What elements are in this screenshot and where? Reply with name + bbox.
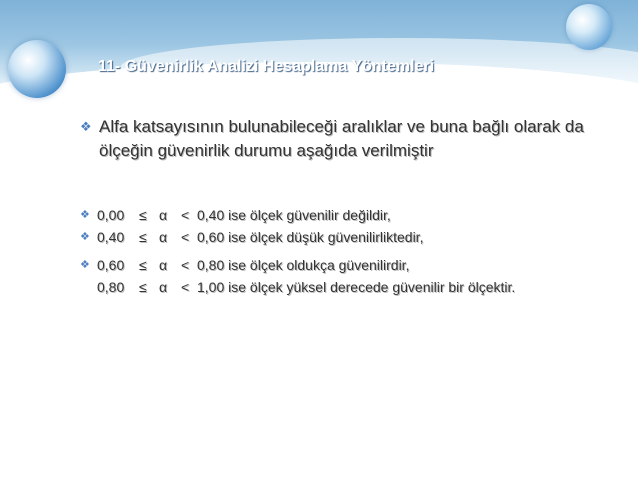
diamond-bullet-icon: ❖ bbox=[80, 231, 90, 243]
range-alpha: α bbox=[159, 279, 168, 295]
range-low: 0,00 bbox=[97, 207, 125, 223]
range-row bbox=[80, 277, 620, 297]
spacer bbox=[80, 247, 620, 255]
slide-content bbox=[80, 115, 620, 297]
diamond-bullet-icon: ❖ bbox=[80, 209, 90, 221]
range-alpha: α bbox=[159, 207, 168, 223]
decorative-orb-icon bbox=[566, 4, 612, 50]
range-description: ise ölçek güvenilir değildir, bbox=[224, 207, 391, 223]
range-high: 0,80 bbox=[197, 257, 225, 273]
range-alpha: α bbox=[159, 229, 168, 245]
range-row bbox=[80, 255, 620, 275]
range-row bbox=[80, 227, 620, 247]
slide-title: 11- Güvenirlik Analizi Hesaplama Yöntemleri bbox=[98, 58, 435, 75]
range-op-lt: < bbox=[181, 207, 190, 223]
range-low: 0,40 bbox=[97, 229, 125, 245]
range-op-leq: ≤ bbox=[139, 207, 147, 223]
range-description: ise ölçek oldukça güvenilirdir, bbox=[224, 257, 410, 273]
range-low: 0,60 bbox=[97, 257, 125, 273]
range-high: 0,60 bbox=[197, 229, 225, 245]
range-op-leq: ≤ bbox=[139, 229, 147, 245]
range-description: ise ölçek yüksel derecede güvenilir bir ölçektir. bbox=[224, 279, 516, 295]
range-low: 0,80 bbox=[97, 279, 125, 295]
intro-text: Alfa katsayısının bulunabileceği aralıklar ve buna bağlı olarak da ölçeğin güvenirlik durumu aşağıda verilmiştir bbox=[99, 117, 584, 160]
diamond-bullet-icon: ❖ bbox=[80, 259, 90, 271]
range-op-lt: < bbox=[181, 279, 190, 295]
range-high: 0,40 bbox=[197, 207, 225, 223]
range-description: ise ölçek düşük güvenilirliktedir, bbox=[224, 229, 424, 245]
range-row bbox=[80, 205, 620, 225]
range-op-lt: < bbox=[181, 229, 190, 245]
decorative-orb-icon bbox=[8, 40, 66, 98]
diamond-bullet-icon: ❖ bbox=[80, 119, 92, 134]
range-high: 1,00 bbox=[197, 279, 225, 295]
range-op-leq: ≤ bbox=[139, 279, 147, 295]
range-alpha: α bbox=[159, 257, 168, 273]
range-op-leq: ≤ bbox=[139, 257, 147, 273]
range-op-lt: < bbox=[181, 257, 190, 273]
intro-paragraph bbox=[80, 115, 620, 163]
